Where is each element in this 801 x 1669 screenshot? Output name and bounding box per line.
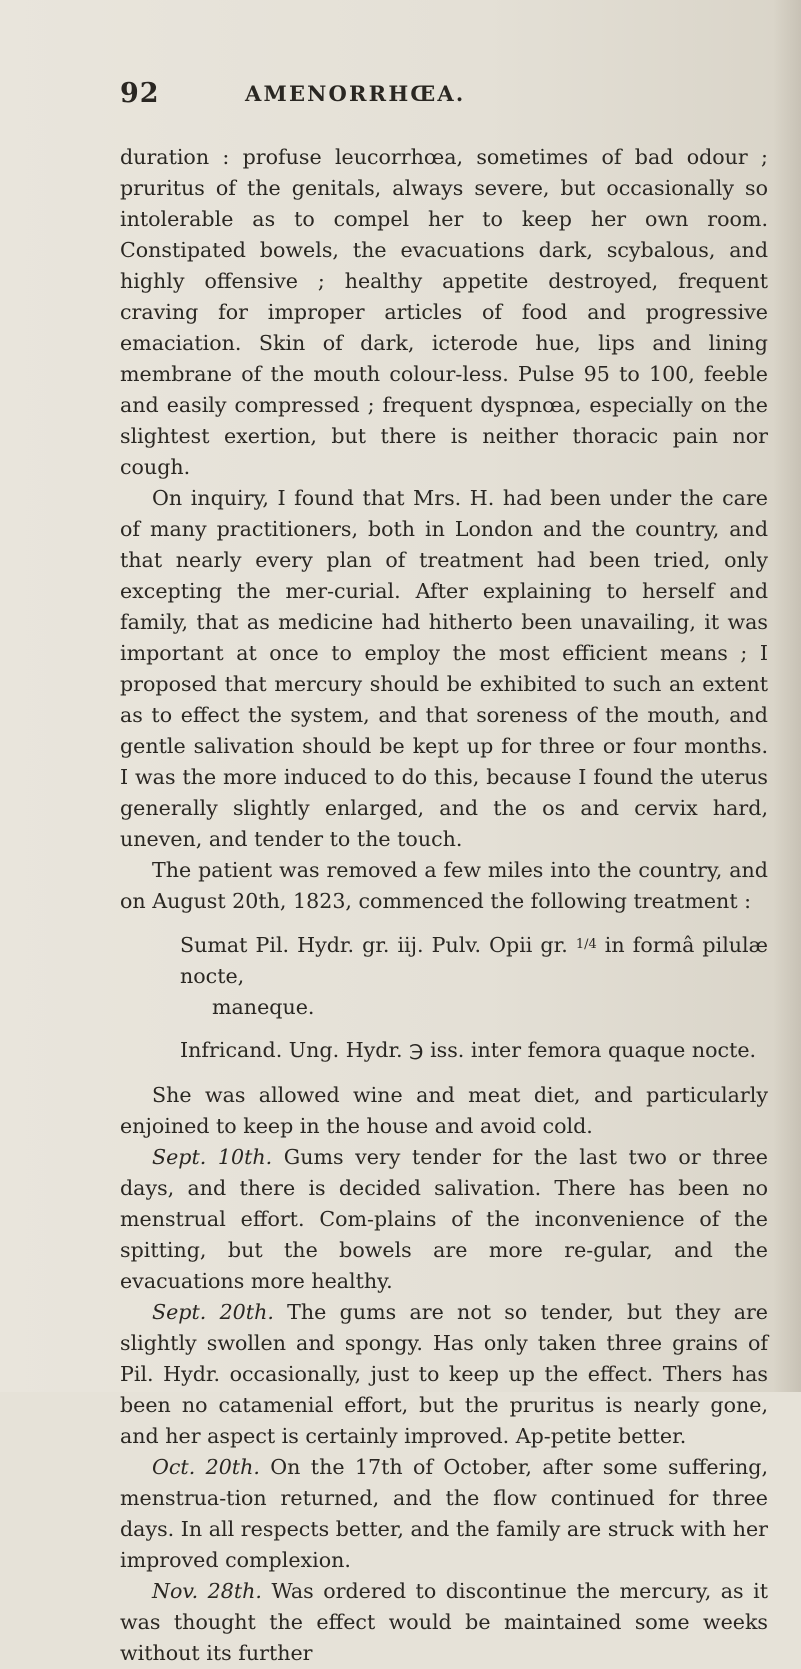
running-header: [120, 78, 760, 118]
entry-date: Sept. 20th.: [152, 1300, 274, 1324]
entry-date: Sept. 10th.: [152, 1145, 273, 1169]
paragraph-symptoms: duration : profuse leucorrhœa, sometimes of bad odour ; pruritus of the genitals, always severe, but occasionally so intolerable as to compel her to keep her own room. Constipated bowels, the evacuations dark, scybalous, and highly offensive ; healthy appetite destroyed, frequent craving for improper articles of food and progressive emaciation. Skin of dark, icterode hue, lips and lining membrane of the mouth colour-less. Pulse 95 to 100, feeble and easily compressed ; frequent dyspnœa, especially on the slightest exertion, but there is neither thoracic pain nor cough.: [120, 145, 768, 479]
prescription-pills-text-end: in formâ pilulæ nocte,: [180, 933, 768, 988]
paragraph-diet: She was allowed wine and meat diet, and particularly enjoined to keep in the house and avoid cold.: [120, 1083, 768, 1138]
entry-date: Nov. 28th.: [152, 1579, 262, 1603]
prescription-pills-continued: maneque.: [212, 995, 315, 1019]
entry-oct-20: [120, 1452, 768, 1576]
entry-text: On the 17th of October, after some suffering, menstrua-tion returned, and the flow continued for three days. In all respects better, and the family are struck with her improved complexion.: [120, 1455, 769, 1572]
entry-date: Oct. 20th.: [152, 1455, 260, 1479]
prescription-pills: [120, 929, 768, 992]
prescription-ointment: Infricand. Ung. Hydr. ℈ iss. inter femora quaque nocte.: [180, 1038, 757, 1062]
paragraph-treatment-start: The patient was removed a few miles into the country, and on August 20th, 1823, commenced the following treatment :: [120, 858, 768, 913]
entry-text: Was ordered to discontinue the mercury, as it was thought the effect would be maintained some weeks without its further: [120, 1579, 768, 1665]
paragraph-inquiry: On inquiry, I found that Mrs. H. had been under the care of many practitioners, both in London and the country, and that nearly every plan of treatment had been tried, only excepting the mer-curial. After explaining to herself and family, that as medicine had hitherto been unavailing, it was important at once to employ the most efficient means ; I proposed that mercury should be exhibited to such an extent as to effect the system, and that soreness of the mouth, and gentle salivation should be kept up for three or four months. I was the more induced to do this, because I found the uterus generally slightly enlarged, and the os and cervix hard, uneven, and tender to the touch.: [120, 486, 768, 851]
body-text: [120, 142, 768, 1669]
opium-dose-fraction: 1/4: [575, 937, 597, 952]
prescription-pills-text: Sumat Pil. Hydr. gr. iij. Pulv. Opii gr.: [180, 933, 568, 957]
running-title: AMENORRHŒA.: [245, 81, 466, 106]
entry-text: The gums are not so tender, but they are slightly swollen and spongy. Has only taken three grains of Pil. Hydr. occasionally, just to keep up the effect. Thers has been no catamenial effort, but the pruritus is nearly gone, and her aspect is certainly improved. Ap-petite better.: [120, 1300, 768, 1448]
page-number: 92: [120, 78, 160, 109]
entry-text: Gums very tender for the last two or three days, and there is decided salivation. There has been no menstrual effort. Com-plains of the inconvenience of the spitting, but the bowels are more re-gular, and the evacuations more healthy.: [120, 1145, 768, 1293]
page-edge-shadow: [773, 0, 801, 1392]
entry-sept-20: [120, 1297, 768, 1452]
entry-nov-28: [120, 1576, 768, 1669]
entry-sept-10: [120, 1142, 768, 1297]
